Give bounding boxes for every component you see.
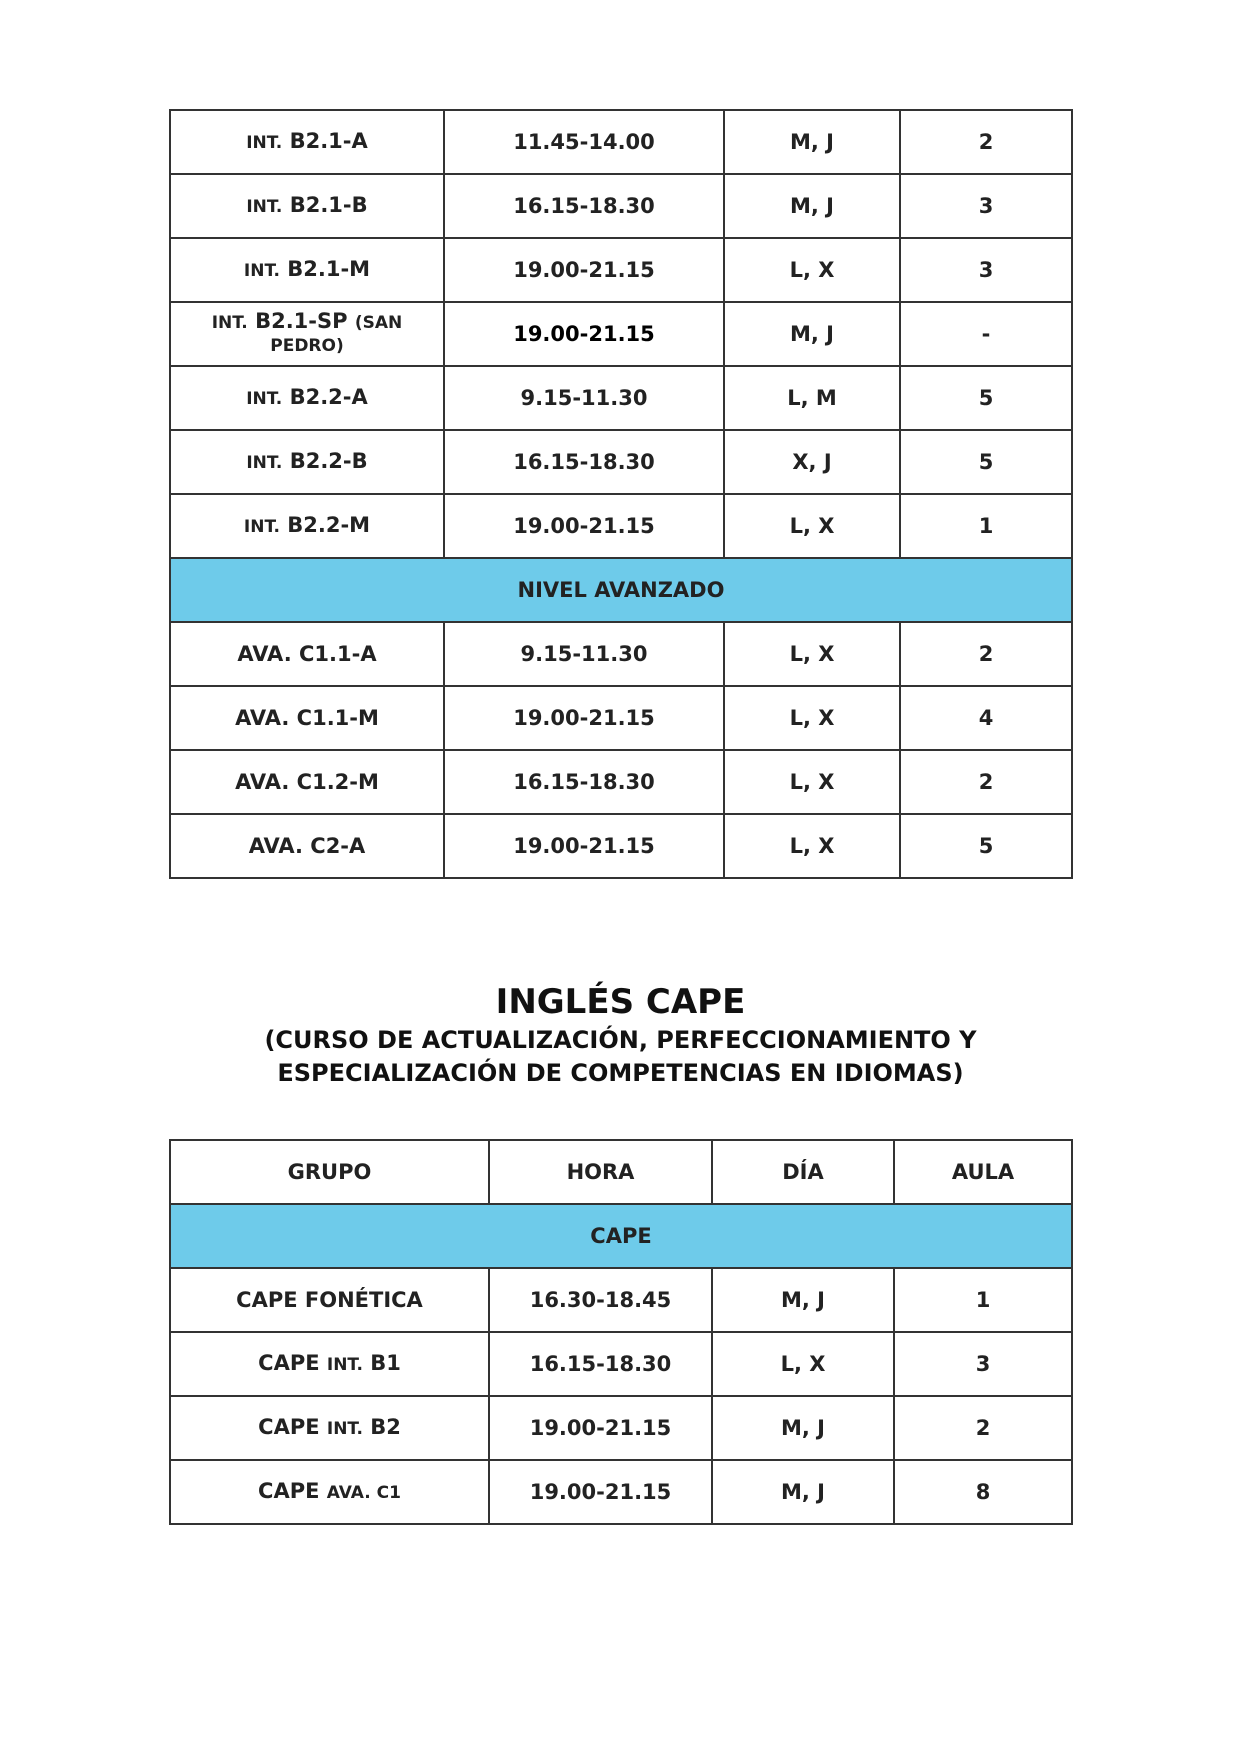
group-prefix: INT. — [243, 261, 280, 281]
days-cell: M, J — [724, 174, 900, 238]
hours-cell: 16.15-18.30 — [444, 174, 724, 238]
group-code: B2.1-M — [287, 257, 371, 281]
section-band-row — [170, 1204, 1072, 1268]
group-tail: B2 — [370, 1415, 401, 1439]
days-cell: L, X — [724, 494, 900, 558]
hours-cell: 16.30-18.45 — [489, 1268, 712, 1332]
section-band-nivel-avanzado: NIVEL AVANZADO — [170, 558, 1072, 622]
header-grupo: GRUPO — [170, 1140, 489, 1204]
table-row — [170, 494, 1072, 558]
hours-cell: 19.00-21.15 — [444, 686, 724, 750]
days-cell: M, J — [712, 1396, 894, 1460]
group-level: INT. — [326, 1355, 363, 1375]
group-cell — [170, 1396, 489, 1460]
days-cell: M, J — [724, 302, 900, 366]
group-prefix: INT. — [246, 197, 283, 217]
room-cell: 2 — [894, 1396, 1072, 1460]
hours-cell: 19.00-21.15 — [489, 1460, 712, 1524]
group-cell: AVA. C2-A — [170, 814, 444, 878]
room-cell: 5 — [900, 814, 1072, 878]
schedule-table-intermediate-advanced — [169, 109, 1073, 879]
days-cell: M, J — [712, 1460, 894, 1524]
group-cell — [170, 174, 444, 238]
room-cell: 5 — [900, 366, 1072, 430]
group-cell — [170, 366, 444, 430]
group-cell: AVA. C1.2-M — [170, 750, 444, 814]
section-band-cape: CAPE — [170, 1204, 1072, 1268]
hours-cell: 19.00-21.15 — [489, 1396, 712, 1460]
group-code: B2.2-A — [289, 385, 368, 409]
days-cell: L, X — [724, 622, 900, 686]
table-row — [170, 110, 1072, 174]
group-level: INT. — [326, 1419, 363, 1439]
group-cell — [170, 1332, 489, 1396]
group-tail: B1 — [370, 1351, 401, 1375]
group-cell — [170, 302, 444, 366]
section-subtitle-line-1: (CURSO DE ACTUALIZACIÓN, PERFECCIONAMIENTO Y — [264, 1026, 977, 1054]
table-row — [170, 622, 1072, 686]
group-prefix: INT. — [211, 313, 248, 333]
days-cell: M, J — [724, 110, 900, 174]
room-cell: 5 — [900, 430, 1072, 494]
room-cell: 3 — [900, 174, 1072, 238]
days-cell: L, M — [724, 366, 900, 430]
group-main: CAPE — [236, 1288, 298, 1312]
section-subtitle-line-2: ESPECIALIZACIÓN DE COMPETENCIAS EN IDIOMAS) — [277, 1059, 964, 1087]
group-cell — [170, 110, 444, 174]
group-code: B2.1-SP — [255, 309, 348, 333]
group-level: AVA. C1 — [326, 1483, 401, 1503]
days-cell: L, X — [724, 814, 900, 878]
table-row — [170, 430, 1072, 494]
group-prefix: INT. — [246, 453, 283, 473]
section-heading — [0, 980, 1241, 1090]
group-code: B2.1-B — [289, 193, 368, 217]
group-tail: FONÉTICA — [304, 1288, 423, 1312]
room-cell: - — [900, 302, 1072, 366]
days-cell: L, X — [724, 686, 900, 750]
table-header-row — [170, 1140, 1072, 1204]
table-row — [170, 238, 1072, 302]
group-cell — [170, 494, 444, 558]
table-row — [170, 302, 1072, 366]
section-title: INGLÉS CAPE — [495, 982, 746, 1022]
group-cell — [170, 430, 444, 494]
room-cell: 3 — [900, 238, 1072, 302]
section-band-row — [170, 558, 1072, 622]
group-prefix: INT. — [246, 133, 283, 153]
header-aula: AULA — [894, 1140, 1072, 1204]
group-cell — [170, 238, 444, 302]
room-cell: 4 — [900, 686, 1072, 750]
room-cell: 8 — [894, 1460, 1072, 1524]
table-row — [170, 366, 1072, 430]
group-prefix: INT. — [246, 389, 283, 409]
days-cell: L, X — [712, 1332, 894, 1396]
header-dia: DÍA — [712, 1140, 894, 1204]
group-cell: AVA. C1.1-A — [170, 622, 444, 686]
hours-cell: 19.00-21.15 — [444, 494, 724, 558]
group-cell: AVA. C1.1-M — [170, 686, 444, 750]
table-row — [170, 814, 1072, 878]
hours-cell: 16.15-18.30 — [444, 430, 724, 494]
group-code: B2.2-B — [289, 449, 368, 473]
group-cell — [170, 1460, 489, 1524]
group-main: CAPE — [258, 1351, 320, 1375]
group-code: B2.1-A — [289, 129, 368, 153]
days-cell: X, J — [724, 430, 900, 494]
schedule-table-cape — [169, 1139, 1073, 1525]
room-cell: 3 — [894, 1332, 1072, 1396]
days-cell: L, X — [724, 750, 900, 814]
group-cell — [170, 1268, 489, 1332]
group-code: B2.2-M — [287, 513, 371, 537]
hours-cell: 11.45-14.00 — [444, 110, 724, 174]
header-hora: HORA — [489, 1140, 712, 1204]
hours-cell: 9.15-11.30 — [444, 622, 724, 686]
table-row — [170, 686, 1072, 750]
hours-cell: 19.00-21.15 — [444, 302, 724, 366]
hours-cell: 9.15-11.30 — [444, 366, 724, 430]
room-cell: 1 — [900, 494, 1072, 558]
room-cell: 2 — [900, 750, 1072, 814]
hours-cell: 19.00-21.15 — [444, 814, 724, 878]
table-row — [170, 174, 1072, 238]
room-cell: 1 — [894, 1268, 1072, 1332]
group-note: (SAN PEDRO) — [270, 313, 403, 356]
hours-cell: 16.15-18.30 — [444, 750, 724, 814]
room-cell: 2 — [900, 622, 1072, 686]
table-row — [170, 1396, 1072, 1460]
room-cell: 2 — [900, 110, 1072, 174]
days-cell: L, X — [724, 238, 900, 302]
table-row — [170, 750, 1072, 814]
hours-cell: 19.00-21.15 — [444, 238, 724, 302]
days-cell: M, J — [712, 1268, 894, 1332]
table-row — [170, 1268, 1072, 1332]
group-prefix: INT. — [243, 517, 280, 537]
hours-cell: 16.15-18.30 — [489, 1332, 712, 1396]
table-row — [170, 1460, 1072, 1524]
group-main: CAPE — [258, 1415, 320, 1439]
group-main: CAPE — [258, 1479, 320, 1503]
table-row — [170, 1332, 1072, 1396]
